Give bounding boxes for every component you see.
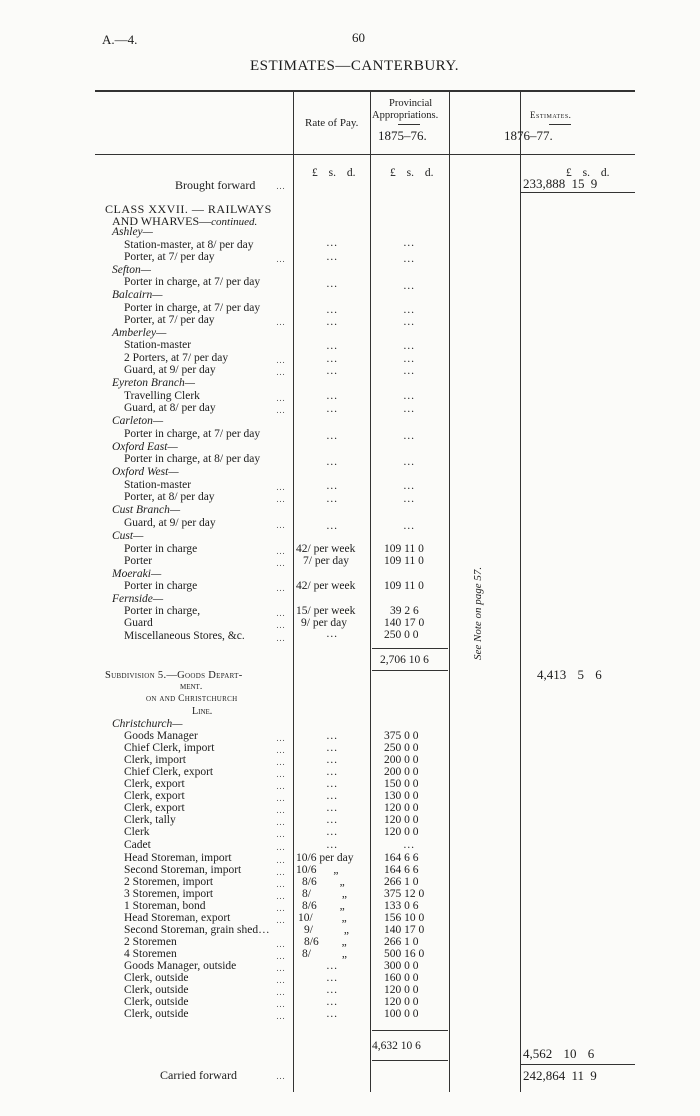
dot-leader: … <box>276 963 286 973</box>
dot-leader: … <box>276 891 286 901</box>
row-label: Chief Clerk, export <box>124 766 214 778</box>
row-label: Clerk, outside <box>124 1008 189 1020</box>
rate-cell: … <box>326 984 338 996</box>
side-note: See Note on page 57. <box>472 566 484 660</box>
prov-cell: … <box>403 456 415 468</box>
prov-cell: … <box>403 493 415 505</box>
prov-cell: 266 1 0 <box>384 876 419 888</box>
row-label: 1 Storeman, bond <box>124 900 206 912</box>
rate-cell: … <box>326 839 338 851</box>
rate-cell: … <box>326 802 338 814</box>
rate-currency: £ s. d. <box>312 167 356 179</box>
carried-forward-label: Carried forward <box>160 1068 237 1082</box>
row-label: 3 Storemen, import <box>124 888 214 900</box>
rate-cell: 10/6 „ <box>296 864 339 876</box>
class-heading-text: AND WHARVES— <box>112 214 212 228</box>
dot-leader: … <box>276 745 286 755</box>
brought-forward-label: Brought forward <box>175 178 256 192</box>
place-label: Sefton— <box>112 264 151 276</box>
rate-cell: 10/6 per day <box>296 852 354 864</box>
rate-cell: … <box>326 778 338 790</box>
prov-header-rule <box>398 124 420 125</box>
prov-cell: … <box>403 390 415 402</box>
prov-header-1: Provincial <box>389 98 433 109</box>
row-label: Miscellaneous Stores, &c. <box>124 630 245 642</box>
dot-leader: … <box>276 254 286 264</box>
dot-leader: … <box>276 975 286 985</box>
header-bottom-rule <box>95 154 635 155</box>
row-label: Porter, at 8/ per day <box>124 491 215 503</box>
place-label: Oxford East— <box>112 441 178 453</box>
dot-leader: … <box>276 903 286 913</box>
row-label: Head Storeman, import <box>124 852 232 864</box>
rate-cell: … <box>326 493 338 505</box>
section2-subtotal-rule <box>372 1030 448 1031</box>
section2-prov-total: 4,632 10 6 <box>372 1040 421 1052</box>
section2-est-total: 4,562 10 6 <box>523 1046 595 1061</box>
row-label: Station-master <box>124 479 192 491</box>
dot-leader: … <box>276 520 286 530</box>
row-label: 2 Storemen <box>124 936 177 948</box>
rate-cell: … <box>326 730 338 742</box>
place-label: Balcairn— <box>112 289 163 301</box>
subdivision-heading-2: ment. <box>180 682 203 692</box>
brought-forward-amount: 233,888 15 9 <box>523 176 598 191</box>
row-label: Travelling Clerk <box>124 390 200 402</box>
dot-leader: … <box>276 915 286 925</box>
prov-cell: 200 0 0 <box>384 766 419 778</box>
prov-cell: 120 0 0 <box>384 996 419 1008</box>
prov-cell: … <box>403 340 415 352</box>
prov-cell: 120 0 0 <box>384 814 419 826</box>
carried-forward-amount: 242,864 11 9 <box>523 1068 597 1083</box>
rate-cell: 8/ „ <box>302 948 347 960</box>
row-label: Goods Manager, outside <box>124 960 237 972</box>
rate-cell: … <box>326 251 338 263</box>
dot-leader: … <box>276 987 286 997</box>
dot-leader: … <box>276 355 286 365</box>
prov-cell: 250 0 0 <box>384 742 419 754</box>
dot-leader: … <box>276 951 286 961</box>
prov-cell: 500 16 0 <box>384 948 425 960</box>
row-label: Clerk <box>124 826 150 838</box>
est-header: Estimates. <box>530 110 572 120</box>
prov-cell: 200 0 0 <box>384 754 419 766</box>
section1-total-rule <box>372 670 448 671</box>
rate-cell: … <box>326 790 338 802</box>
rate-cell: … <box>326 972 338 984</box>
dot-leader: … <box>276 583 286 593</box>
dot-leader: … <box>276 867 286 877</box>
page-title: ESTIMATES—CANTERBURY. <box>250 58 460 74</box>
rate-cell: … <box>326 237 338 249</box>
row-label: Porter, at 7/ per day <box>124 314 215 326</box>
prov-cell: 375 0 0 <box>384 730 419 742</box>
prov-cell: … <box>403 430 415 442</box>
row-label: Clerk, outside <box>124 972 189 984</box>
rate-cell: … <box>326 390 338 402</box>
prov-cell: 150 0 0 <box>384 778 419 790</box>
dot-leader: … <box>276 317 286 327</box>
row-label: Clerk, tally <box>124 814 176 826</box>
rate-cell: 10/ „ <box>298 912 347 924</box>
rate-cell: … <box>326 814 338 826</box>
rate-cell: 9/ per day <box>301 617 347 629</box>
rate-cell: … <box>326 766 338 778</box>
place-label: Carleton— <box>112 415 164 427</box>
rate-cell: … <box>326 430 338 442</box>
col-rule-1 <box>293 90 294 1092</box>
dot-leader: … <box>276 733 286 743</box>
row-label: Porter in charge, at 7/ per day <box>124 276 261 288</box>
table-top-rule <box>95 90 635 92</box>
prov-cell: 120 0 0 <box>384 802 419 814</box>
page-number: 60 <box>352 30 365 45</box>
prov-cell: … <box>403 480 415 492</box>
prov-cell: … <box>403 253 415 265</box>
row-label: Porter in charge, at 7/ per day <box>124 302 261 314</box>
row-label: 2 Storemen, import <box>124 876 214 888</box>
subdivision-heading: Subdivision 5.—Goods Depart- <box>105 670 243 681</box>
rate-cell: … <box>326 365 338 377</box>
prov-cell: 164 6 6 <box>384 864 419 876</box>
row-label: Guard, at 8/ per day <box>124 402 216 414</box>
place-label: Amberley— <box>112 327 167 339</box>
row-label: Clerk, export <box>124 778 185 790</box>
row-label: Porter in charge, at 7/ per day <box>124 428 261 440</box>
row-label: Head Storeman, export <box>124 912 231 924</box>
rate-cell: … <box>326 1008 338 1020</box>
prov-cell: … <box>403 353 415 365</box>
prov-cell: 375 12 0 <box>384 888 425 900</box>
place-label: Cust Branch— <box>112 504 181 516</box>
dot-leader: … <box>276 879 286 889</box>
prov-cell: 39 2 6 <box>390 605 419 617</box>
prov-cell: 164 6 6 <box>384 852 419 864</box>
section1-subtotal-rule <box>372 648 448 649</box>
prov-cell: … <box>403 403 415 415</box>
rate-cell: 8/6 „ <box>304 936 347 948</box>
row-label: Guard, at 9/ per day <box>124 517 216 529</box>
rate-cell: … <box>326 278 338 290</box>
rate-cell: 7/ per day <box>303 555 349 567</box>
brought-forward-rule <box>520 192 635 193</box>
place-label: Ashley— <box>112 226 153 238</box>
row-label: Goods Manager <box>124 730 198 742</box>
prov-cell: … <box>403 839 415 851</box>
prov-cell: 266 1 0 <box>384 936 419 948</box>
prov-cell: 109 11 0 <box>384 543 424 555</box>
section2-est-rule <box>520 1064 635 1065</box>
rate-cell: 8/ „ <box>302 888 347 900</box>
place-label: Fernside— <box>112 593 164 605</box>
subdivision-heading-4: Line. <box>192 706 213 717</box>
prov-header-2: Appropriations. <box>372 110 439 121</box>
subdivision-heading-3: on and Christchurch <box>146 694 238 704</box>
dot-leader: … <box>276 494 286 504</box>
place-label: Christchurch— <box>112 718 183 730</box>
prov-cell: 133 0 6 <box>384 900 419 912</box>
prov-cell: 140 17 0 <box>384 617 425 629</box>
dot-leader: … <box>276 633 286 643</box>
rate-cell: … <box>326 353 338 365</box>
prov-cell: 156 10 0 <box>384 912 425 924</box>
dot-leader: … <box>276 558 286 568</box>
dot-leader: … <box>276 855 286 865</box>
prov-cell: … <box>403 280 415 292</box>
dot-leader: … <box>276 393 286 403</box>
rate-cell: … <box>326 456 338 468</box>
prov-cell: … <box>403 316 415 328</box>
class-heading: CLASS XXVII. — RAILWAYS <box>105 202 272 216</box>
row-label: Station-master <box>124 339 192 351</box>
row-label: Clerk, outside <box>124 984 189 996</box>
row-label: Second Storeman, import <box>124 864 242 876</box>
row-label: Porter in charge <box>124 543 198 555</box>
section1-est-total: 4,413 5 6 <box>537 667 602 682</box>
dot-leader: … <box>276 842 286 852</box>
row-label: Guard <box>124 617 153 629</box>
rate-cell: 42/ per week <box>296 543 356 555</box>
dot-leader: … <box>276 805 286 815</box>
rate-cell: … <box>326 403 338 415</box>
est-year: 1876–77. <box>504 128 553 143</box>
row-label: Clerk, import <box>124 754 186 766</box>
row-label: Second Storeman, grain shed… <box>124 924 270 936</box>
dot-leader: … <box>276 181 286 191</box>
row-label: Porter in charge, at 8/ per day <box>124 453 261 465</box>
dot-leader: … <box>276 757 286 767</box>
row-label: Porter in charge <box>124 580 198 592</box>
prov-cell: … <box>403 304 415 316</box>
col-rule-3 <box>449 90 450 1092</box>
page-reference: A.—4. <box>102 32 138 47</box>
dot-leader: … <box>276 620 286 630</box>
rate-cell: … <box>326 304 338 316</box>
row-label: Clerk, outside <box>124 996 189 1008</box>
dot-leader: … <box>276 793 286 803</box>
dot-leader: … <box>276 769 286 779</box>
place-label: Cust— <box>112 530 144 542</box>
rate-cell: … <box>326 754 338 766</box>
dot-leader: … <box>276 608 286 618</box>
row-label: Clerk, export <box>124 802 185 814</box>
rate-header: Rate of Pay. <box>305 117 359 129</box>
place-label: Moeraki— <box>112 568 162 580</box>
row-label: 4 Storemen <box>124 948 177 960</box>
dot-leader: … <box>276 1011 286 1021</box>
prov-cell: 120 0 0 <box>384 984 419 996</box>
prov-cell: 109 11 0 <box>384 580 424 592</box>
row-label: Porter, at 7/ per day <box>124 251 215 263</box>
rate-cell: 8/6 „ <box>302 900 345 912</box>
row-label: Cadet <box>124 839 151 851</box>
row-label: 2 Porters, at 7/ per day <box>124 352 229 364</box>
prov-cell: 300 0 0 <box>384 960 419 972</box>
row-label: Clerk, export <box>124 790 185 802</box>
rate-cell: 8/6 „ <box>302 876 345 888</box>
prov-cell: 250 0 0 <box>384 629 419 641</box>
row-label: Chief Clerk, import <box>124 742 215 754</box>
prov-cell: … <box>403 237 415 249</box>
rate-cell: … <box>326 316 338 328</box>
prov-cell: 109 11 0 <box>384 555 424 567</box>
dot-leader: … <box>276 367 286 377</box>
prov-cell: … <box>403 520 415 532</box>
rate-cell: … <box>326 520 338 532</box>
prov-year: 1875–76. <box>378 128 427 143</box>
prov-cell: 140 17 0 <box>384 924 425 936</box>
col-rule-2 <box>370 90 371 1092</box>
dot-leader: … <box>276 999 286 1009</box>
rate-cell: … <box>326 742 338 754</box>
col-rule-4 <box>520 90 521 1092</box>
rate-cell: … <box>326 826 338 838</box>
dot-leader: … <box>276 781 286 791</box>
dot-leader: … <box>276 546 286 556</box>
section2-total-rule <box>372 1060 448 1061</box>
prov-cell: 120 0 0 <box>384 826 419 838</box>
prov-cell: 100 0 0 <box>384 1008 419 1020</box>
rate-cell: 9/ „ <box>304 924 349 936</box>
prov-cell: 130 0 0 <box>384 790 419 802</box>
place-label: Eyreton Branch— <box>112 377 195 389</box>
place-label: Oxford West— <box>112 466 179 478</box>
section1-prov-total: 2,706 10 6 <box>380 654 429 666</box>
dot-leader: … <box>276 1071 286 1081</box>
prov-currency: £ s. d. <box>390 167 434 179</box>
dot-leader: … <box>276 405 286 415</box>
rate-cell: … <box>326 480 338 492</box>
row-label: Porter <box>124 555 153 567</box>
row-label: Guard, at 9/ per day <box>124 364 216 376</box>
dot-leader: … <box>276 482 286 492</box>
est-currency: £ s. d. <box>566 167 610 179</box>
dot-leader: … <box>276 829 286 839</box>
row-label: Porter in charge, <box>124 605 201 617</box>
est-header-rule <box>549 124 571 125</box>
row-label: Station-master, at 8/ per day <box>124 239 254 251</box>
rate-cell: 42/ per week <box>296 580 356 592</box>
prov-cell: 160 0 0 <box>384 972 419 984</box>
dot-leader: … <box>276 817 286 827</box>
class-heading-continued: continued. <box>211 216 258 228</box>
rate-cell: 15/ per week <box>296 605 356 617</box>
rate-cell: … <box>326 996 338 1008</box>
rate-cell: … <box>326 960 338 972</box>
dot-leader: … <box>276 939 286 949</box>
rate-cell: … <box>326 340 338 352</box>
prov-cell: … <box>403 365 415 377</box>
rate-cell: … <box>326 628 338 640</box>
